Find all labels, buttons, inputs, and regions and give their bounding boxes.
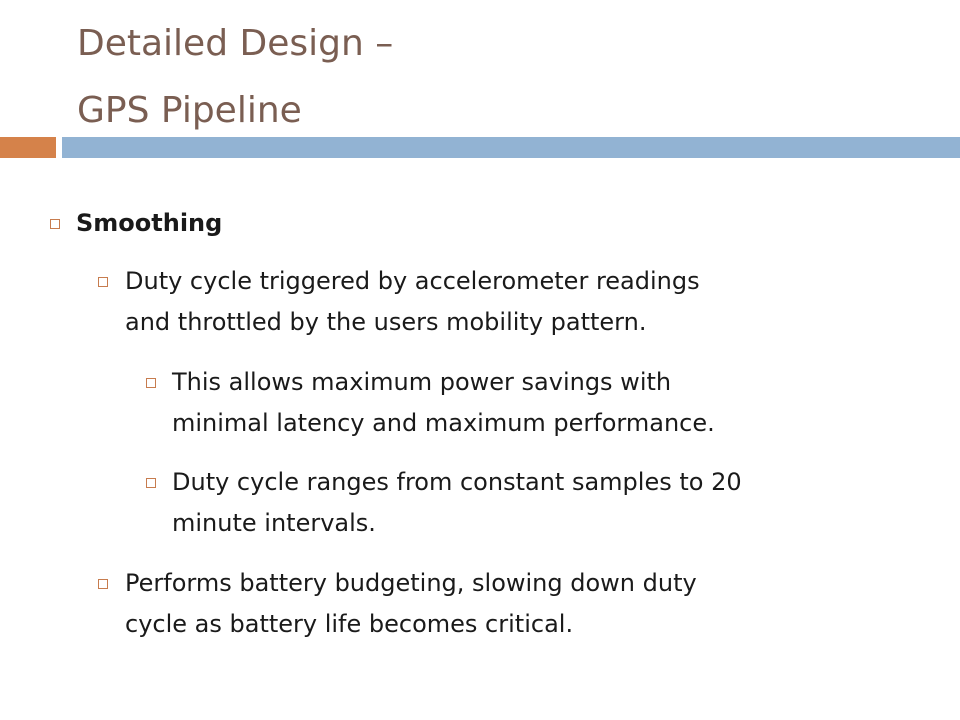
bullet-duty-cycle-trigger [98, 261, 700, 343]
bullet-text-line: Duty cycle triggered by accelerometer readings [125, 267, 700, 295]
bullet-text-line: and throttled by the users mobility pattern. [125, 308, 647, 336]
accent-bar-right [62, 137, 960, 158]
bullet-smoothing [50, 203, 222, 244]
bullet-duty-cycle-range [146, 462, 742, 544]
bullet-text-line: Duty cycle ranges from constant samples to 20 [172, 468, 742, 496]
bullet-power-savings [146, 362, 715, 444]
square-bullet-icon [98, 579, 108, 589]
square-bullet-icon [146, 378, 156, 388]
square-bullet-icon [146, 478, 156, 488]
slide-title-line-2: GPS Pipeline [77, 90, 302, 131]
accent-bar-left [0, 137, 56, 158]
bullet-text-line: Smoothing [76, 209, 223, 237]
square-bullet-icon [50, 219, 60, 229]
bullet-battery-budgeting [98, 563, 697, 645]
bullet-text-line: minute intervals. [172, 509, 376, 537]
slide-title-line-1: Detailed Design – [77, 23, 394, 64]
bullet-text-line: This allows maximum power savings with [172, 368, 672, 396]
square-bullet-icon [98, 277, 108, 287]
bullet-text-line: Performs battery budgeting, slowing down duty [125, 569, 697, 597]
bullet-text-line: minimal latency and maximum performance. [172, 409, 715, 437]
bullet-text-line: cycle as battery life becomes critical. [125, 610, 574, 638]
